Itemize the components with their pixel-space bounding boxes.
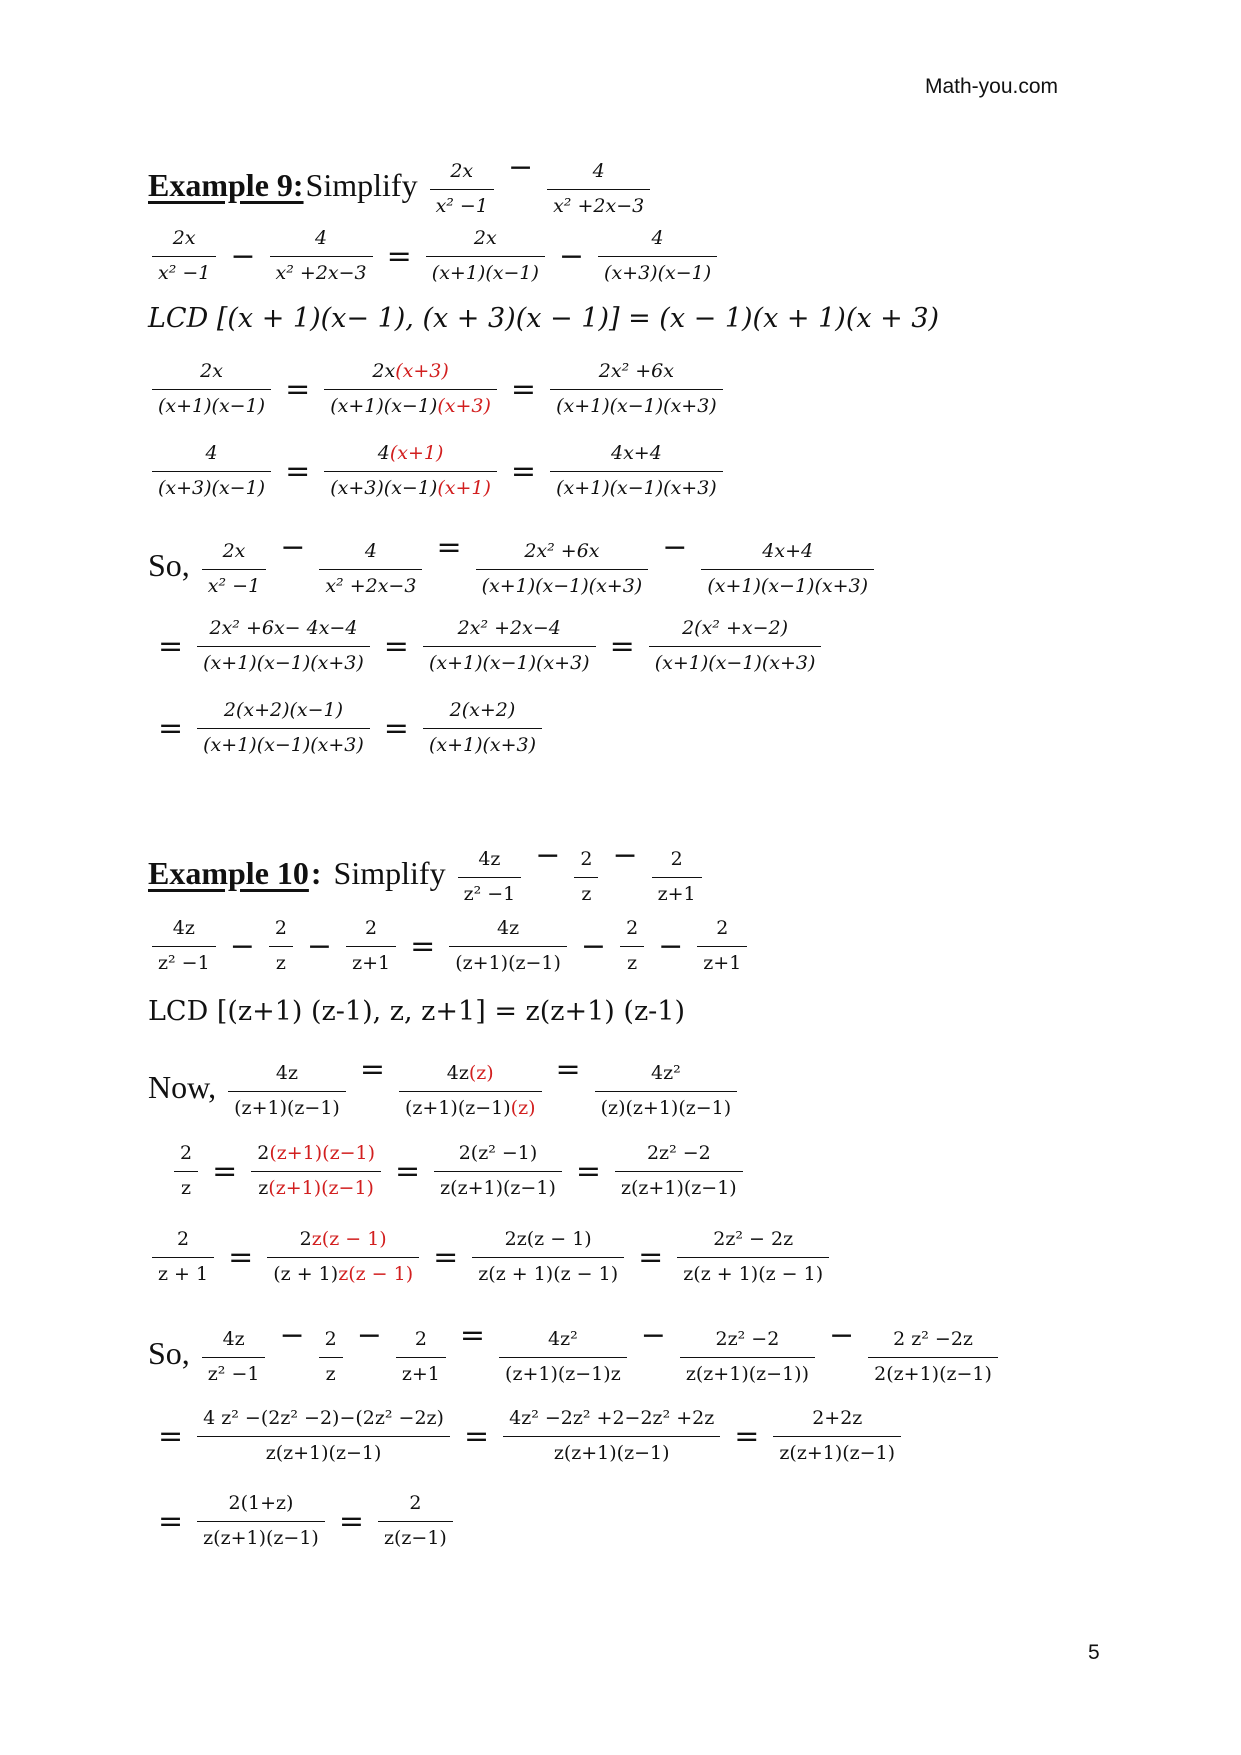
fraction <box>247 1140 385 1202</box>
fraction <box>315 538 426 600</box>
site-header: Math-you.com <box>925 75 1059 98</box>
denominator: z(z+1)(z−1)) <box>680 1357 815 1389</box>
example10-step-second-fraction <box>170 1140 747 1202</box>
example9-step-first-fraction <box>148 358 727 420</box>
denominator: (z+1)(z−1) <box>228 1091 346 1123</box>
minus-sign: − <box>662 530 688 565</box>
denominator: z(z+1)(z−1) <box>503 1436 720 1468</box>
term-segment: (z + 1) <box>273 1262 339 1285</box>
example9-lcd-text: LCD [(x + 1)(x− 1), (x + 3)(x − 1)] = (x − 1)(x + 1)(x + 3) <box>148 303 940 334</box>
numerator: 4z <box>222 1328 245 1350</box>
denominator <box>324 389 497 421</box>
equals-sign: = <box>510 453 537 489</box>
equals-sign: = <box>158 1418 184 1454</box>
denominator: x² −1 <box>152 256 216 288</box>
fraction <box>419 615 600 677</box>
minus-sign: − <box>279 1318 305 1353</box>
numerator: 4z² −2z² +2−2z² +2z <box>509 1407 715 1429</box>
fraction <box>148 358 275 420</box>
denominator: (x+1)(x−1)(x+3) <box>550 389 723 421</box>
numerator: 2 <box>626 917 639 939</box>
denominator: z(z + 1)(z − 1) <box>677 1257 829 1289</box>
equals-sign: = <box>510 371 537 407</box>
denominator <box>399 1091 542 1123</box>
example9-step-combine <box>148 530 878 600</box>
fraction <box>374 1490 457 1552</box>
fraction <box>342 915 400 977</box>
example9-step-factor <box>148 225 721 287</box>
example9-step-second-fraction <box>148 440 727 502</box>
fraction <box>148 440 275 502</box>
fraction <box>392 1326 450 1388</box>
denominator: z(z + 1)(z − 1) <box>472 1257 624 1289</box>
denominator: (x+1)(x−1) <box>426 256 545 288</box>
term-segment: (x+3)(x−1) <box>330 476 438 499</box>
minus-sign: − <box>640 1318 666 1353</box>
fraction <box>543 158 654 220</box>
highlighted-factor: (x+3) <box>395 360 449 382</box>
denominator: z <box>574 877 598 909</box>
example10-combine-expr <box>198 1318 1002 1388</box>
denominator <box>324 471 497 503</box>
numerator: 2 <box>180 1142 193 1164</box>
numerator: 4 <box>592 160 605 182</box>
fraction <box>445 915 571 977</box>
example9-question-expr <box>426 150 655 220</box>
term-segment: (z+1)(z−1) <box>404 1096 511 1119</box>
numerator: 2 <box>324 1328 337 1350</box>
term-segment: 4 <box>377 442 390 464</box>
denominator <box>251 1171 381 1203</box>
equals-sign: = <box>228 1239 254 1275</box>
denominator: (x+3)(x−1) <box>152 471 271 503</box>
equals-sign: = <box>555 1052 581 1087</box>
numerator: 2(z² −1) <box>458 1142 538 1164</box>
numerator: 2(x² +x−2) <box>682 617 789 639</box>
fraction <box>648 846 706 908</box>
minus-sign: − <box>612 838 638 873</box>
example10-heading-colon: : <box>310 854 322 891</box>
denominator: (x+1)(x−1)(x+3) <box>197 728 370 760</box>
numerator: 4z <box>275 1062 299 1084</box>
fraction <box>468 1226 628 1288</box>
denominator: z+1 <box>697 946 747 978</box>
equals-sign: = <box>158 628 184 664</box>
denominator: z <box>319 1357 343 1389</box>
minus-sign: − <box>658 928 684 964</box>
denominator: z+1 <box>396 1357 446 1389</box>
example10-step-simplify <box>148 1405 905 1467</box>
numerator: 2x² +6x− 4x−4 <box>209 617 358 639</box>
minus-sign: − <box>356 1318 382 1353</box>
denominator: z(z+1)(z−1) <box>615 1171 743 1203</box>
numerator: 4 <box>315 227 328 249</box>
fraction <box>422 225 549 287</box>
numerator: 2x <box>222 540 246 562</box>
fraction <box>430 1140 566 1202</box>
example10-step-first-fraction <box>148 1052 741 1122</box>
highlighted-factor: (x+1) <box>437 476 491 499</box>
example10-step-factor <box>148 915 751 977</box>
denominator: (x+1)(x−1) <box>152 389 271 421</box>
highlighted-factor: (z) <box>468 1062 494 1084</box>
example9-so: So, <box>148 546 190 583</box>
denominator: z(z−1) <box>378 1521 453 1553</box>
fraction <box>148 915 220 977</box>
fraction <box>454 846 526 908</box>
denominator: z(z+1)(z−1) <box>773 1436 901 1468</box>
example10-lcd <box>148 996 685 1027</box>
denominator: z+1 <box>652 877 702 909</box>
numerator: 2 z² −2z <box>893 1328 973 1350</box>
fraction <box>148 225 220 287</box>
term-segment: (x+1)(x−1) <box>330 394 438 417</box>
denominator: z² −1 <box>202 1357 266 1389</box>
numerator: 2 <box>365 917 378 939</box>
term-segment: z <box>258 1176 269 1199</box>
denominator: z <box>620 946 644 978</box>
equals-sign: = <box>359 1052 385 1087</box>
denominator: (z)(z+1)(z−1) <box>595 1091 738 1123</box>
example10-intro: Simplify <box>333 854 446 891</box>
equals-sign: = <box>459 1318 486 1353</box>
minus-sign: − <box>280 530 306 565</box>
page-number: 5 <box>1088 1641 1100 1664</box>
denominator: (x+1)(x−1)(x+3) <box>423 646 596 678</box>
highlighted-factor: (z+1)(z−1) <box>269 1142 376 1164</box>
minus-sign: − <box>507 150 534 185</box>
numerator: 2 <box>409 1492 422 1514</box>
denominator: x² −1 <box>202 569 266 601</box>
fraction <box>419 697 546 759</box>
numerator: 2 <box>716 917 729 939</box>
numerator: 4 <box>205 442 218 464</box>
numerator: 2 <box>670 848 683 870</box>
term-segment: 2 <box>299 1228 312 1250</box>
example10-question-expr <box>454 838 706 908</box>
numerator <box>372 440 450 471</box>
equals-sign: = <box>383 628 409 664</box>
example9-lcd <box>148 303 939 334</box>
denominator: z(z+1)(z−1) <box>197 1436 450 1468</box>
equals-sign: = <box>386 238 412 274</box>
fraction <box>198 1326 270 1388</box>
numerator: 2z² − 2z <box>713 1228 794 1250</box>
fraction <box>673 1226 833 1288</box>
term-segment: 4z <box>446 1062 469 1084</box>
fraction <box>499 1405 724 1467</box>
fraction <box>224 1060 350 1122</box>
example9-heading: Example 9: <box>148 166 304 203</box>
highlighted-factor: z(z − 1) <box>311 1228 387 1250</box>
minus-sign: − <box>535 838 561 873</box>
numerator: 4z <box>497 917 520 939</box>
fraction <box>591 1060 742 1122</box>
numerator: 2x² +2x−4 <box>457 617 561 639</box>
fraction <box>170 1140 202 1202</box>
fraction <box>263 1226 423 1288</box>
fraction <box>266 225 377 287</box>
example10-heading: Example 10 <box>148 854 309 891</box>
numerator: 2x² +6x <box>524 540 600 562</box>
minus-sign: − <box>580 928 607 964</box>
equals-sign: = <box>463 1418 490 1454</box>
fraction <box>426 158 498 220</box>
numerator: 4 <box>364 540 377 562</box>
denominator <box>267 1257 419 1289</box>
denominator: (x+3)(x−1) <box>598 256 717 288</box>
equals-sign: = <box>410 928 436 964</box>
example9-combine-expr <box>198 530 878 600</box>
example10-step-combine <box>148 1318 1002 1388</box>
highlighted-factor: z(z − 1) <box>338 1262 414 1285</box>
denominator: (x+1)(x−1)(x+3) <box>649 646 822 678</box>
numerator: 4z <box>478 848 501 870</box>
minus-sign: − <box>558 238 585 274</box>
fraction <box>570 846 602 908</box>
equals-sign: = <box>638 1239 664 1275</box>
example10-step-third-fraction <box>148 1226 833 1288</box>
equals-sign: = <box>158 1503 184 1539</box>
highlighted-factor: (z) <box>510 1096 536 1119</box>
numerator: 4x+4 <box>762 540 814 562</box>
fraction <box>546 440 727 502</box>
equals-sign: = <box>734 1418 760 1454</box>
numerator: 4x+4 <box>610 442 662 464</box>
denominator: z² −1 <box>458 877 522 909</box>
fraction <box>616 915 648 977</box>
equals-sign: = <box>575 1153 601 1189</box>
denominator: z(z+1)(z−1) <box>197 1521 325 1553</box>
equals-sign: = <box>395 1153 421 1189</box>
example9-step-simplify <box>148 615 825 677</box>
denominator: z <box>174 1171 198 1203</box>
numerator <box>366 358 454 389</box>
fraction <box>198 538 270 600</box>
numerator: 4z² <box>651 1062 681 1084</box>
fraction <box>594 225 721 287</box>
highlighted-factor: (x+3) <box>437 394 491 417</box>
denominator: (z+1)(z−1)z <box>499 1357 627 1389</box>
fraction <box>320 440 501 502</box>
numerator: 2(x+2) <box>449 699 516 721</box>
numerator: 4z² <box>548 1328 578 1350</box>
numerator: 4 <box>651 227 664 249</box>
numerator: 4z <box>172 917 195 939</box>
example10-lcd-text: LCD [(z+1) (z-1), z, z+1] = z(z+1) (z-1) <box>148 996 686 1027</box>
example10-step-result <box>148 1490 457 1552</box>
highlighted-factor: (z+1)(z−1) <box>268 1176 374 1199</box>
numerator <box>441 1060 500 1091</box>
numerator: 2 <box>580 848 593 870</box>
numerator: 2(1+z) <box>228 1492 294 1514</box>
denominator: (x+1)(x−1)(x+3) <box>550 471 723 503</box>
denominator: (z+1)(z−1) <box>449 946 567 978</box>
numerator: 2 <box>274 917 287 939</box>
denominator: z+1 <box>346 946 396 978</box>
fraction <box>265 915 297 977</box>
fraction <box>645 615 826 677</box>
numerator <box>294 1226 393 1257</box>
example10-so: So, <box>148 1334 190 1371</box>
denominator: z <box>269 946 293 978</box>
numerator: 2 <box>177 1228 190 1250</box>
example9-step-result <box>148 697 546 759</box>
fraction <box>193 1405 454 1467</box>
equals-sign: = <box>609 628 635 664</box>
example10-first-fraction-expr <box>224 1052 741 1122</box>
fraction <box>769 1405 905 1467</box>
fraction <box>697 538 878 600</box>
minus-sign: − <box>829 1318 855 1353</box>
example10-question <box>148 838 706 908</box>
numerator <box>251 1140 381 1171</box>
minus-sign: − <box>230 238 256 274</box>
denominator: x² +2x−3 <box>319 569 422 601</box>
equals-sign: = <box>285 371 311 407</box>
numerator: 2(x+2)(x−1) <box>223 699 344 721</box>
fraction <box>315 1326 347 1388</box>
equals-sign: = <box>436 530 462 565</box>
denominator: x² +2x−3 <box>547 189 650 221</box>
denominator: (x+1)(x−1)(x+3) <box>197 646 370 678</box>
highlighted-factor: (x+1) <box>389 442 444 464</box>
denominator: x² +2x−3 <box>270 256 373 288</box>
numerator: 2x <box>450 160 474 182</box>
equals-sign: = <box>158 710 184 746</box>
denominator: z(z+1)(z−1) <box>434 1171 562 1203</box>
minus-sign: − <box>229 928 255 964</box>
fraction <box>148 1226 218 1288</box>
numerator: 2z(z − 1) <box>504 1228 592 1250</box>
numerator: 2x <box>473 227 497 249</box>
term-segment: 2x <box>372 360 396 382</box>
example9-question <box>148 150 654 220</box>
numerator: 2x <box>200 360 223 382</box>
denominator: (x+1)(x−1)(x+3) <box>701 569 874 601</box>
example10-now: Now, <box>148 1068 217 1105</box>
numerator: 4 z² −(2z² −2)−(2z² −2z) <box>203 1407 444 1429</box>
fraction <box>495 1326 631 1388</box>
fraction <box>676 1326 819 1388</box>
numerator: 2z² −2 <box>715 1328 780 1350</box>
fraction <box>611 1140 747 1202</box>
numerator: 2 <box>414 1328 427 1350</box>
fraction <box>546 358 727 420</box>
equals-sign: = <box>212 1153 238 1189</box>
fraction <box>864 1326 1002 1388</box>
denominator: (x+1)(x+3) <box>423 728 542 760</box>
equals-sign: = <box>383 710 409 746</box>
example9-intro: Simplify <box>305 166 418 203</box>
fraction <box>193 1490 329 1552</box>
minus-sign: − <box>306 928 333 964</box>
numerator: 2z² −2 <box>646 1142 711 1164</box>
equals-sign: = <box>285 453 311 489</box>
denominator: 2(z+1)(z−1) <box>868 1357 998 1389</box>
numerator: 2+2z <box>812 1407 863 1429</box>
fraction <box>320 358 501 420</box>
fraction <box>193 697 374 759</box>
denominator: z² −1 <box>152 946 216 978</box>
fraction <box>395 1060 546 1122</box>
fraction <box>193 615 374 677</box>
denominator: (x+1)(x−1)(x+3) <box>476 569 649 601</box>
numerator: 2x <box>172 227 196 249</box>
denominator: x² −1 <box>430 189 494 221</box>
equals-sign: = <box>338 1503 364 1539</box>
equals-sign: = <box>433 1239 459 1275</box>
term-segment: 2 <box>257 1142 270 1164</box>
denominator: z + 1 <box>152 1257 214 1289</box>
fraction <box>693 915 751 977</box>
fraction <box>472 538 653 600</box>
numerator: 2x² +6x <box>598 360 674 382</box>
